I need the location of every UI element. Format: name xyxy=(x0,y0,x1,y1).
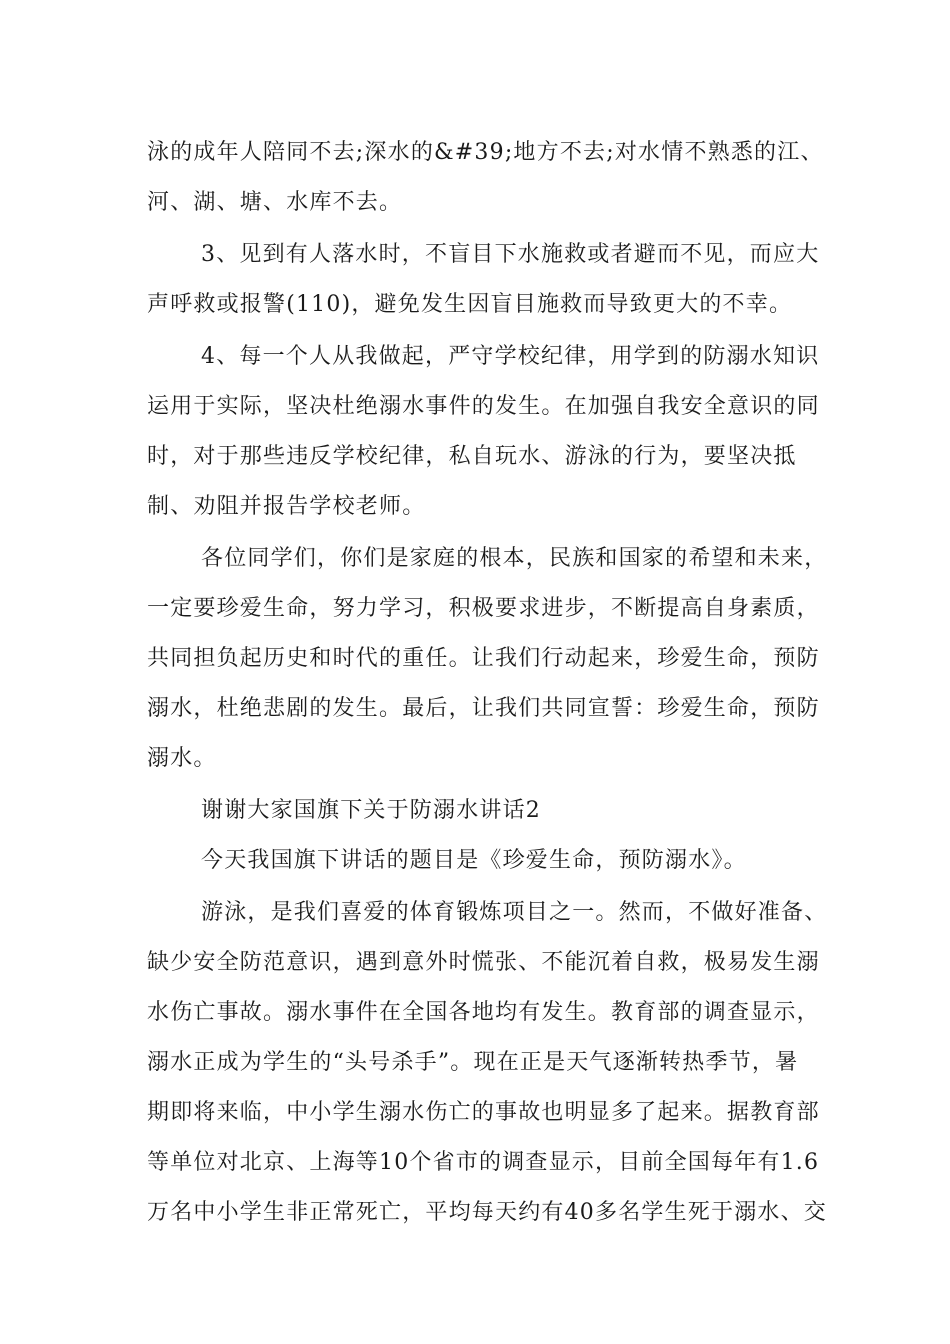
text-line: 共同担负起历史和时代的重任。让我们行动起来，珍爱生命，预防 xyxy=(147,646,820,671)
paragraph-start-line: 各位同学们，你们是家庭的根本，民族和国家的希望和未来， xyxy=(201,546,828,571)
section-heading: 谢谢大家国旗下关于防溺水讲话2 xyxy=(201,798,541,823)
text-line: 运用于实际，坚决杜绝溺水事件的发生。在加强自我安全意识的同 xyxy=(147,394,820,419)
text-line: 一定要珍爱生命，努力学习，积极要求进步，不断提高自身素质， xyxy=(147,596,820,621)
text-line: 泳的成年人陪同不去;深水的&#39;地方不去;对水情不熟悉的江、 xyxy=(147,140,824,165)
text-line: 河、湖、塘、水库不去。 xyxy=(147,190,403,215)
text-line: 万名中小学生非正常死亡，平均每天约有40多名学生死于溺水、交 xyxy=(147,1200,827,1225)
text-line: 等单位对北京、上海等10个省市的调查显示，目前全国每年有1.6 xyxy=(147,1150,820,1175)
paragraph-start-line: 3、见到有人落水时，不盲目下水施救或者避而不见，而应大 xyxy=(201,242,820,267)
text-line: 溺水。 xyxy=(147,746,217,771)
text-line: 缺少安全防范意识，遇到意外时慌张、不能沉着自救，极易发生溺 xyxy=(147,950,820,975)
text-line: 溺水，杜绝悲剧的发生。最后，让我们共同宣誓：珍爱生命，预防 xyxy=(147,696,820,721)
paragraph-start-line: 游泳，是我们喜爱的体育锻炼项目之一。然而，不做好准备、 xyxy=(201,900,828,925)
text-line: 制、劝阻并报告学校老师。 xyxy=(147,494,426,519)
paragraph-start-line: 4、每一个人从我做起，严守学校纪律，用学到的防溺水知识 xyxy=(201,344,820,369)
text-line: 溺水正成为学生的“头号杀手”。现在正是天气逐渐转热季节，暑 xyxy=(147,1050,799,1075)
document-body xyxy=(147,128,828,1238)
text-line: 期即将来临，中小学生溺水伤亡的事故也明显多了起来。据教育部 xyxy=(147,1100,820,1125)
paragraph-start-line: 今天我国旗下讲话的题目是《珍爱生命，预防溺水》。 xyxy=(201,848,747,873)
text-line: 水伤亡事故。溺水事件在全国各地均有发生。教育部的调查显示， xyxy=(147,1000,820,1025)
text-line: 声呼救或报警(110)，避免发生因盲目施救而导致更大的不幸。 xyxy=(147,292,793,317)
text-line: 时，对于那些违反学校纪律，私自玩水、游泳的行为，要坚决抵 xyxy=(147,444,797,469)
